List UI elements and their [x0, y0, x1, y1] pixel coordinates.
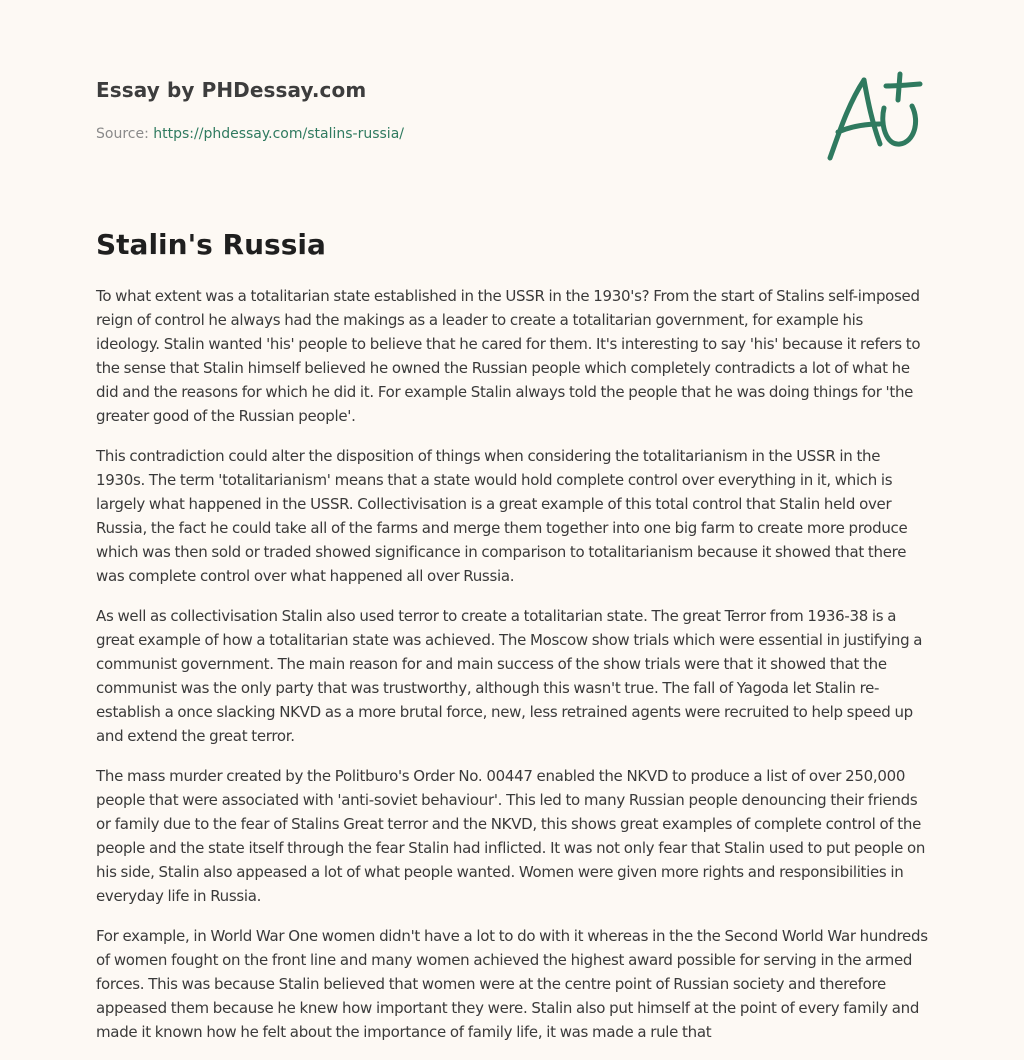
- essay-paragraph: To what extent was a totalitarian state established in the USSR in the 1930's? From the start of Stalins self-imposed reign of control he always had the makings as a leader to create a totalitarian government, for example his ideology. Stalin wanted 'his' people to believe that he cared for them. It's interesting to say 'his' because it refers to the sense that Stalin himself believed he owned the Russian people which completely contradicts a lot of what he did and the reasons for which he did it. For example Stalin always told the people that he was doing things for 'the greater good of the Russian people'.: [96, 287, 921, 425]
- essay-paragraph: This contradiction could alter the disposition of things when considering the totalitarianism in the USSR in the 1930s. The term 'totalitarianism' means that a state would hold complete control over everything in it, which is largely what happened in the USSR. Collectivisation is a great example of this total control that Stalin held over Russia, the fact he could take all of the farms and merge them together into one big farm to create more produce which was then sold or traded showed significance in comparison to totalitarianism because it showed that there was complete control over what happened all over Russia.: [96, 447, 908, 585]
- essay-body: [96, 284, 930, 1060]
- essay-paragraph: As well as collectivisation Stalin also used terror to create a totalitarian state. The great Terror from 1936-38 is a great example of how a totalitarian state was achieved. The Moscow show trials which were essential in justifying a communist government. The main reason for and main success of the show trials were that it showed that the communist was the only party that was trustworthy, although this wasn't true. The fall of Yagoda let Stalin re-establish a once slacking NKVD as a more brutal force, new, less retrained agents were recruited to help speed up and extend the great terror.: [96, 607, 923, 745]
- brand-title: Essay by PHDessay.com: [96, 78, 367, 102]
- essay-header: [96, 76, 796, 144]
- essay-title: Stalin's Russia: [96, 228, 326, 261]
- a-plus-icon: [820, 66, 930, 166]
- essay-paragraph: For example, in World War One women didn't have a lot to do with it whereas in the the Second World War hundreds of women fought on the front line and many women achieved the highest award possible for serving in the armed forces. This was because Stalin believed that women were at the centre point of Russian society and therefore appeased them because he knew how important they were. Stalin also put himself at the point of every family and made it known how he felt about the importance of family life, it was made a rule that: [96, 927, 928, 1041]
- essay-paragraph: The mass murder created by the Politburo's Order No. 00447 enabled the NKVD to produce a list of over 250,000 people that were associated with 'anti-soviet behaviour'. This led to many Russian people denouncing their friends or family due to the fear of Stalins Great terror and the NKVD, this shows great examples of complete control of the people and the state itself through the fear Stalin had inflicted. It was not only fear that Stalin used to put people on his side, Stalin also appeased a lot of what people wanted. Women were given more rights and responsibilities in everyday life in Russia.: [96, 767, 926, 905]
- source-label: Source:: [96, 126, 154, 142]
- source-line: [96, 124, 796, 144]
- source-link[interactable]: https://phdessay.com/stalins-russia/: [153, 126, 404, 142]
